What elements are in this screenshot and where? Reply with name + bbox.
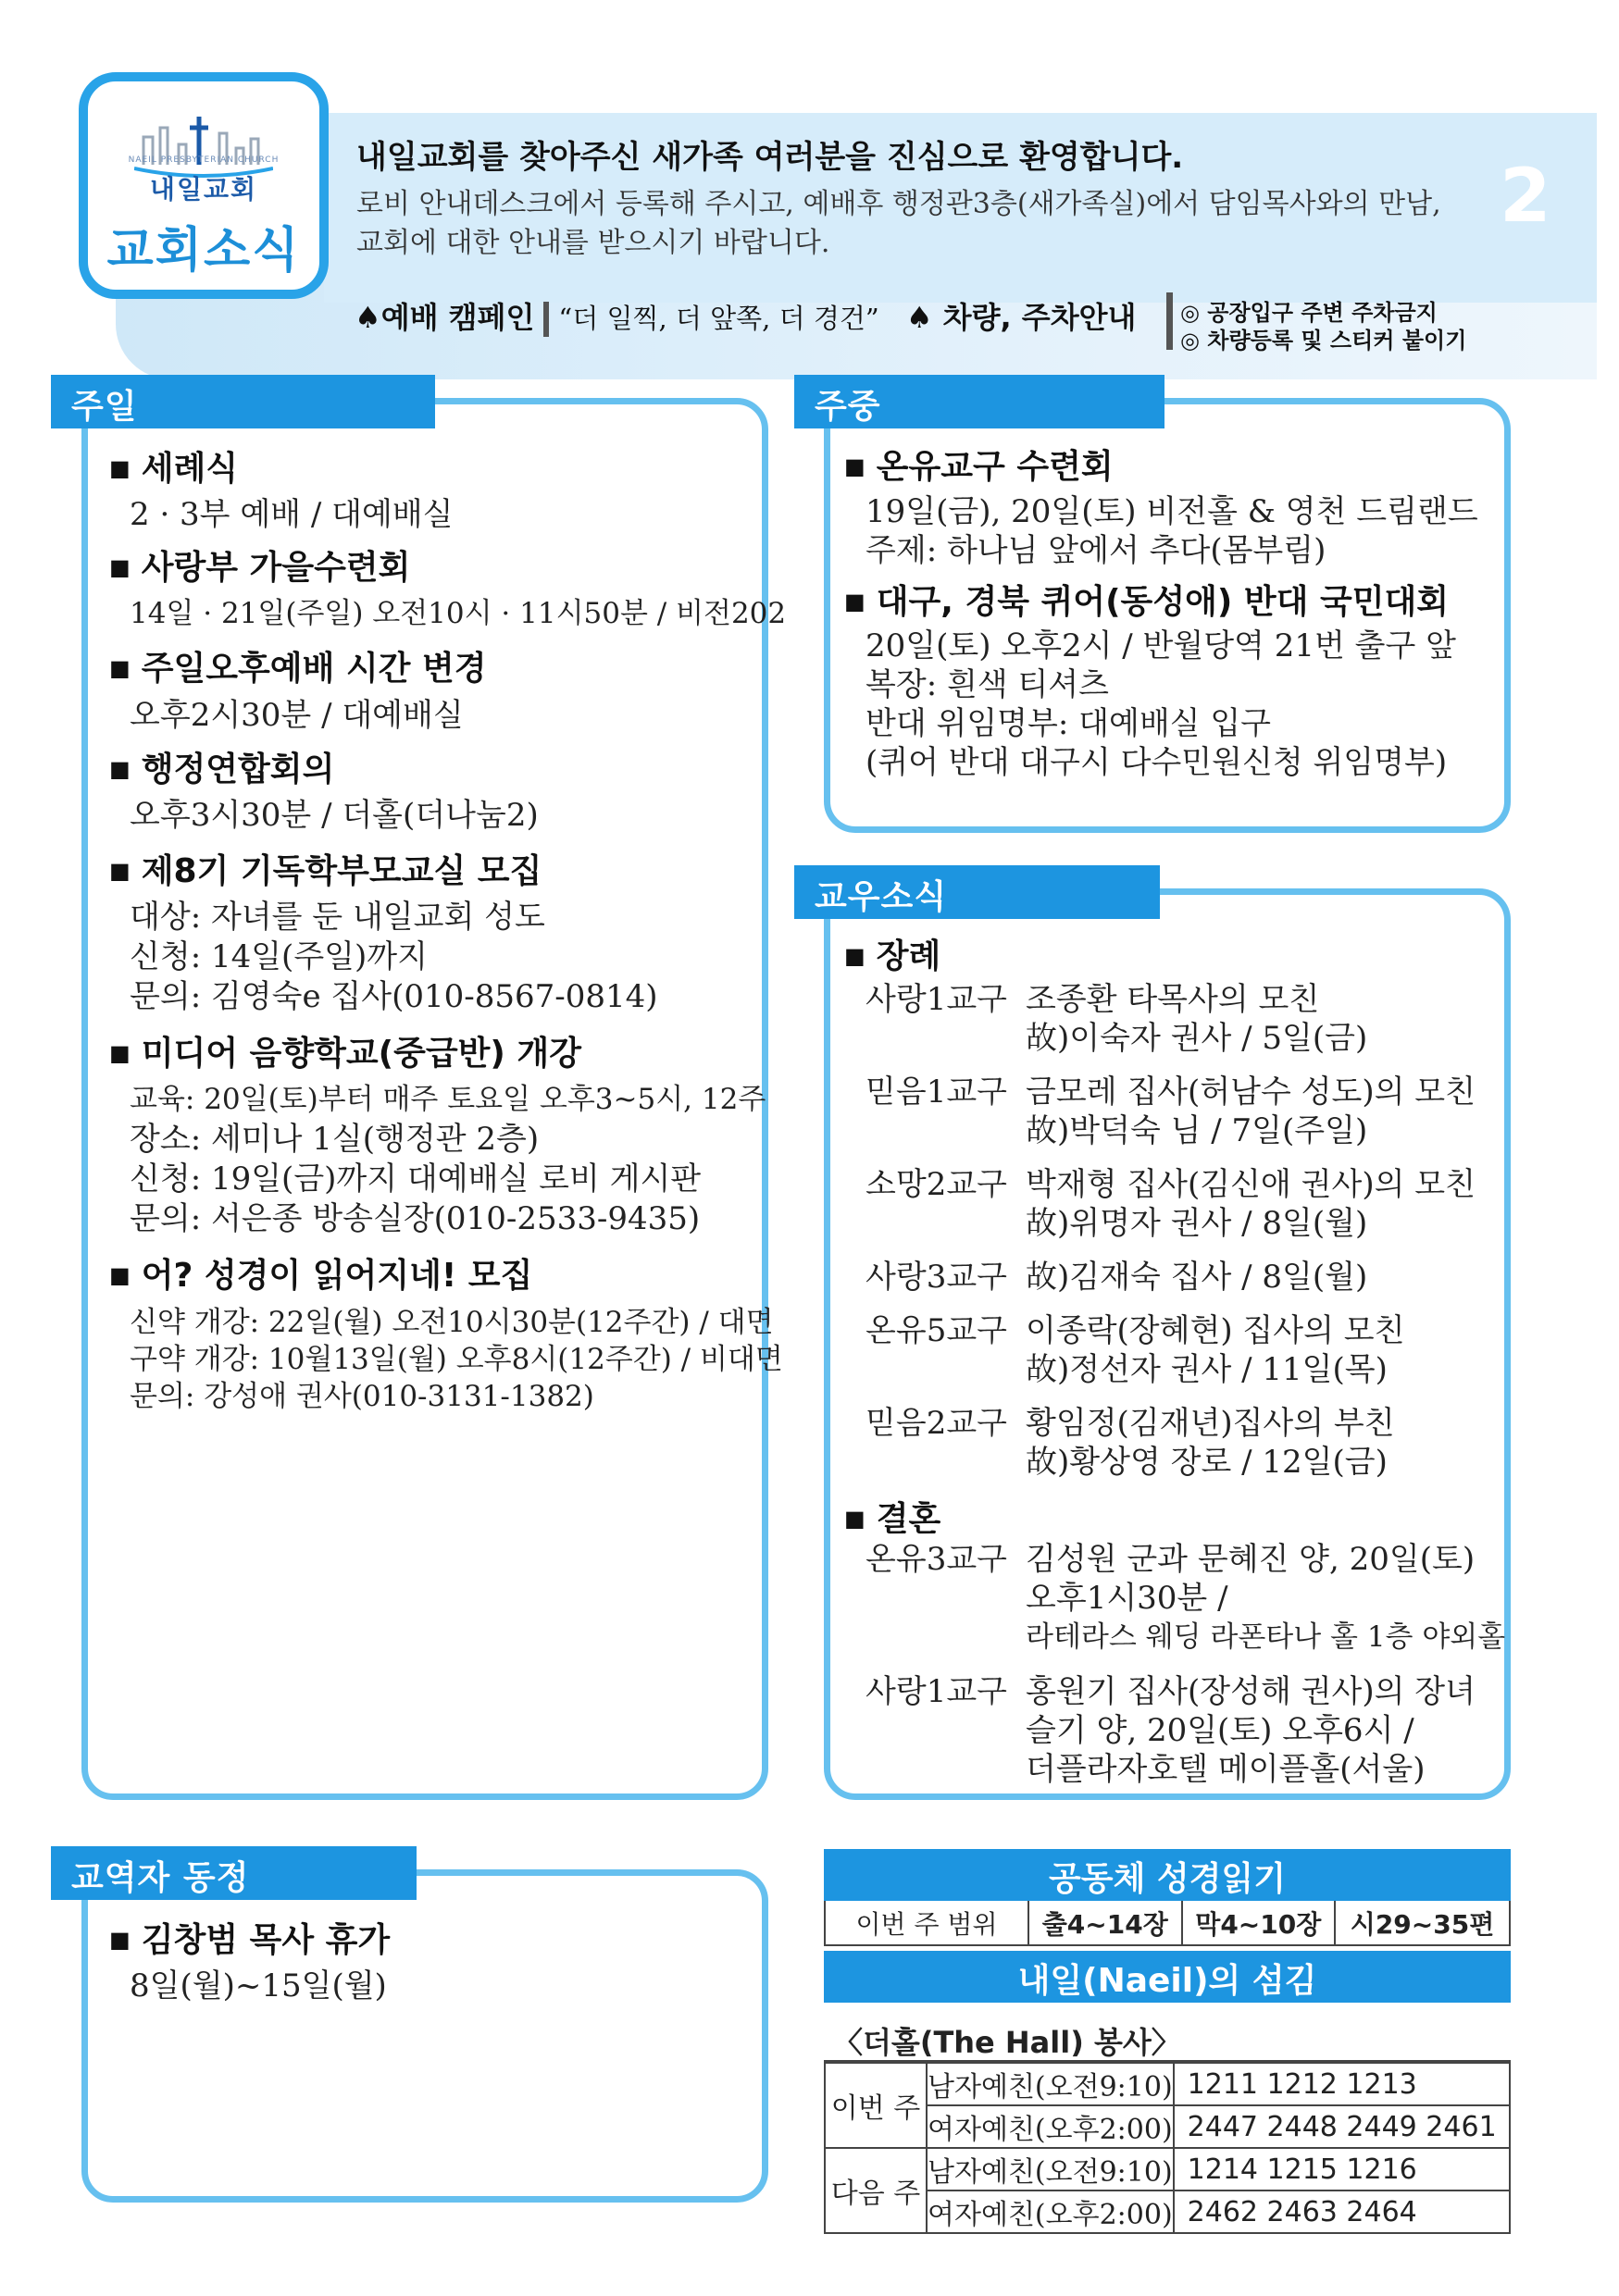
funeral-line: 故)박덕숙 님 / 7일(주일)	[1026, 1112, 1368, 1149]
logo-subtitle: NAEIL PRESBYTERIAN CHURCH	[128, 155, 280, 165]
divider	[543, 302, 549, 337]
table-cell: 막4~10장	[1182, 1901, 1336, 1945]
tab-midweek: 주중	[794, 375, 1164, 428]
table-cell: 이번 주 범위	[825, 1901, 1028, 1945]
table-row	[825, 2191, 1510, 2233]
table-cell: 1214 1215 1216	[1174, 2148, 1510, 2191]
divider	[1166, 292, 1173, 350]
tab-members: 교우소식	[794, 865, 1160, 919]
funeral-group: 사랑1교구	[866, 981, 1008, 1018]
table-cell: 여자예친(오후2:00)	[927, 2105, 1174, 2148]
wedding-line: 홍원기 집사(장성해 권사)의 장녀	[1026, 1673, 1476, 1710]
funeral-group: 온유5교구	[866, 1312, 1008, 1349]
funeral-line: 금모레 집사(허남수 성도)의 모친	[1026, 1074, 1476, 1111]
sunday-item-title: ■ 주일오후예배 시간 변경	[109, 642, 487, 689]
logo-name: 내일교회	[149, 174, 258, 205]
table-cell: 2462 2463 2464	[1174, 2191, 1510, 2233]
wedding-title: ■ 결혼	[844, 1493, 940, 1540]
sunday-item-line: 오후3시30분 / 더홀(더나눔2)	[130, 797, 539, 834]
sunday-item-line: 구약 개강: 10월13일(월) 오후8시(12주간) / 비대면	[130, 1343, 783, 1376]
table-cell: 출4~14장	[1028, 1901, 1182, 1945]
campaign-quote: “더 일찍, 더 앞쪽, 더 경건”	[558, 303, 879, 334]
funeral-group: 믿음2교구	[866, 1405, 1008, 1442]
funeral-line: 조종환 타목사의 모친	[1026, 981, 1320, 1018]
sunday-item-title: ■ 세례식	[109, 442, 238, 490]
sunday-item-line: 신청: 14일(주일)까지	[130, 938, 428, 975]
wedding-line: 슬기 양, 20일(토) 오후6시 /	[1026, 1712, 1414, 1749]
midweek-item-line: 20일(토) 오후2시 / 반월당역 21번 출구 앞	[866, 627, 1456, 664]
funeral-group: 사랑3교구	[866, 1259, 1008, 1296]
table-cell: 남자예친(오전9:10)	[927, 2063, 1174, 2105]
parking-label: ♠ 차량, 주차안내	[905, 300, 1137, 335]
funeral-line: 황임정(김재년)집사의 부친	[1026, 1405, 1395, 1442]
sunday-item-title: ■ 어? 성경이 읽어지네! 모집	[109, 1249, 532, 1297]
minister-item-title: ■ 김창범 목사 휴가	[109, 1914, 390, 1961]
week-label: 다음 주	[825, 2148, 927, 2233]
bible-reading-table	[824, 1901, 1511, 1946]
funeral-line: 이종락(장혜현) 집사의 모친	[1026, 1312, 1405, 1349]
bible-reading-title: 공동체 성경읽기	[824, 1849, 1511, 1901]
welcome-line: 교회에 대한 안내를 받으시기 바랍니다.	[356, 227, 830, 259]
sunday-item-line: 대상: 자녀를 둔 내일교회 성도	[130, 899, 545, 936]
sunday-item-line: 교육: 20일(토)부터 매주 토요일 오후3~5시, 12주	[130, 1083, 766, 1116]
week-label: 이번 주	[825, 2063, 927, 2148]
table-row	[825, 2063, 1510, 2105]
funeral-line: 故)김재숙 집사 / 8일(월)	[1026, 1259, 1368, 1296]
parking-line: ◎ 공장입구 주변 주차금지	[1180, 300, 1438, 326]
table-cell: 여자예친(오후2:00)	[927, 2191, 1174, 2233]
sunday-item-title: ■ 제8기 기독학부모교실 모집	[109, 845, 542, 892]
campaign-row	[355, 294, 1136, 337]
midweek-item-line: 19일(금), 20일(토) 비전홀 & 영천 드림랜드	[866, 493, 1478, 530]
funeral-group: 믿음1교구	[866, 1074, 1008, 1111]
midweek-item-line: 복장: 흰색 티셔츠	[866, 666, 1109, 703]
midweek-item-title: ■ 온유교구 수련회	[844, 441, 1114, 488]
funeral-line: 故)이숙자 권사 / 5일(금)	[1026, 1020, 1368, 1057]
midweek-item-line: 주제: 하나님 앞에서 추다(몸부림)	[866, 532, 1326, 569]
parking-line: ◎ 차량등록 및 스티커 붙이기	[1180, 328, 1467, 354]
sunday-item-line: 2 · 3부 예배 / 대예배실	[130, 496, 454, 533]
tab-sunday: 주일	[51, 375, 435, 428]
sunday-item-line: 문의: 강성애 권사(010-3131-1382)	[130, 1380, 594, 1413]
sunday-item-title: ■ 사랑부 가을수련회	[109, 541, 410, 589]
hall-title: 〈더홀(The Hall) 봉사〉	[824, 2016, 1511, 2062]
funeral-line: 박재형 집사(김신애 권사)의 모친	[1026, 1166, 1476, 1203]
wedding-group: 온유3교구	[866, 1541, 1008, 1578]
logo-box	[79, 72, 329, 299]
wedding-group: 사랑1교구	[866, 1673, 1008, 1710]
midweek-item-title: ■ 대구, 경북 퀴어(동성애) 반대 국민대회	[844, 576, 1449, 623]
funeral-group: 소망2교구	[866, 1166, 1008, 1203]
table-row	[825, 2105, 1510, 2148]
welcome-line: 로비 안내데스크에서 등록해 주시고, 예배후 행정관3층(새가족실)에서 담임목사와의 만남,	[356, 188, 1441, 220]
funeral-title: ■ 장례	[844, 930, 940, 977]
funeral-line: 故)황상영 장로 / 12일(금)	[1026, 1444, 1388, 1481]
sunday-item-line: 장소: 세미나 1실(행정관 2층)	[130, 1121, 540, 1158]
table-cell: 남자예친(오전9:10)	[927, 2148, 1174, 2191]
table-cell: 2447 2448 2449 2461	[1174, 2105, 1510, 2148]
table-row	[825, 2148, 1510, 2191]
sunday-item-line: 신청: 19일(금)까지 대예배실 로비 게시판	[130, 1160, 702, 1198]
campaign-label: ♠예배 캠페인	[355, 300, 535, 335]
wedding-line: 김성원 군과 문혜진 양, 20일(토)	[1026, 1541, 1476, 1578]
service-title: 내일(Naeil)의 섬김	[824, 1951, 1511, 2003]
midweek-item-line: (퀴어 반대 대구시 다수민원신청 위임명부)	[866, 744, 1448, 781]
sunday-item-line: 14일 · 21일(주일) 오전10시 · 11시50분 / 비전202	[130, 597, 787, 630]
sunday-item-line: 신약 개강: 22일(월) 오전10시30분(12주간) / 대면	[130, 1306, 774, 1339]
wedding-line: 더플라자호텔 메이플홀(서울)	[1026, 1751, 1426, 1788]
page-title: 교회소식	[106, 223, 301, 279]
table-cell: 시29~35편	[1335, 1901, 1510, 1945]
funeral-line: 故)위명자 권사 / 8일(월)	[1026, 1205, 1368, 1242]
sunday-item-line: 문의: 김영숙e 집사(010-8567-0814)	[130, 978, 658, 1015]
welcome-title: 내일교회를 찾아주신 새가족 여러분을 진심으로 환영합니다.	[356, 139, 1184, 176]
table-row	[825, 1901, 1510, 1945]
sunday-item-title: ■ 행정연합회의	[109, 743, 334, 790]
table-cell: 1211 1212 1213	[1174, 2063, 1510, 2105]
minister-item-line: 8일(월)~15일(월)	[130, 1967, 387, 2004]
sunday-item-line: 오후2시30분 / 대예배실	[130, 697, 464, 734]
wedding-line: 오후1시30분 /	[1026, 1580, 1228, 1617]
tab-ministers: 교역자 동정	[51, 1846, 417, 1900]
sunday-item-line: 문의: 서은종 방송실장(010-2533-9435)	[130, 1200, 701, 1237]
funeral-line: 故)정선자 권사 / 11일(목)	[1026, 1351, 1388, 1388]
midweek-item-line: 반대 위임명부: 대예배실 입구	[866, 705, 1272, 742]
wedding-line: 라테라스 웨딩 라폰타나 홀 1층 야외홀	[1026, 1620, 1506, 1654]
hall-service-table	[824, 2062, 1511, 2234]
sunday-item-title: ■ 미디어 음향학교(중급반) 개강	[109, 1027, 581, 1074]
page-number: 2	[1500, 153, 1551, 239]
